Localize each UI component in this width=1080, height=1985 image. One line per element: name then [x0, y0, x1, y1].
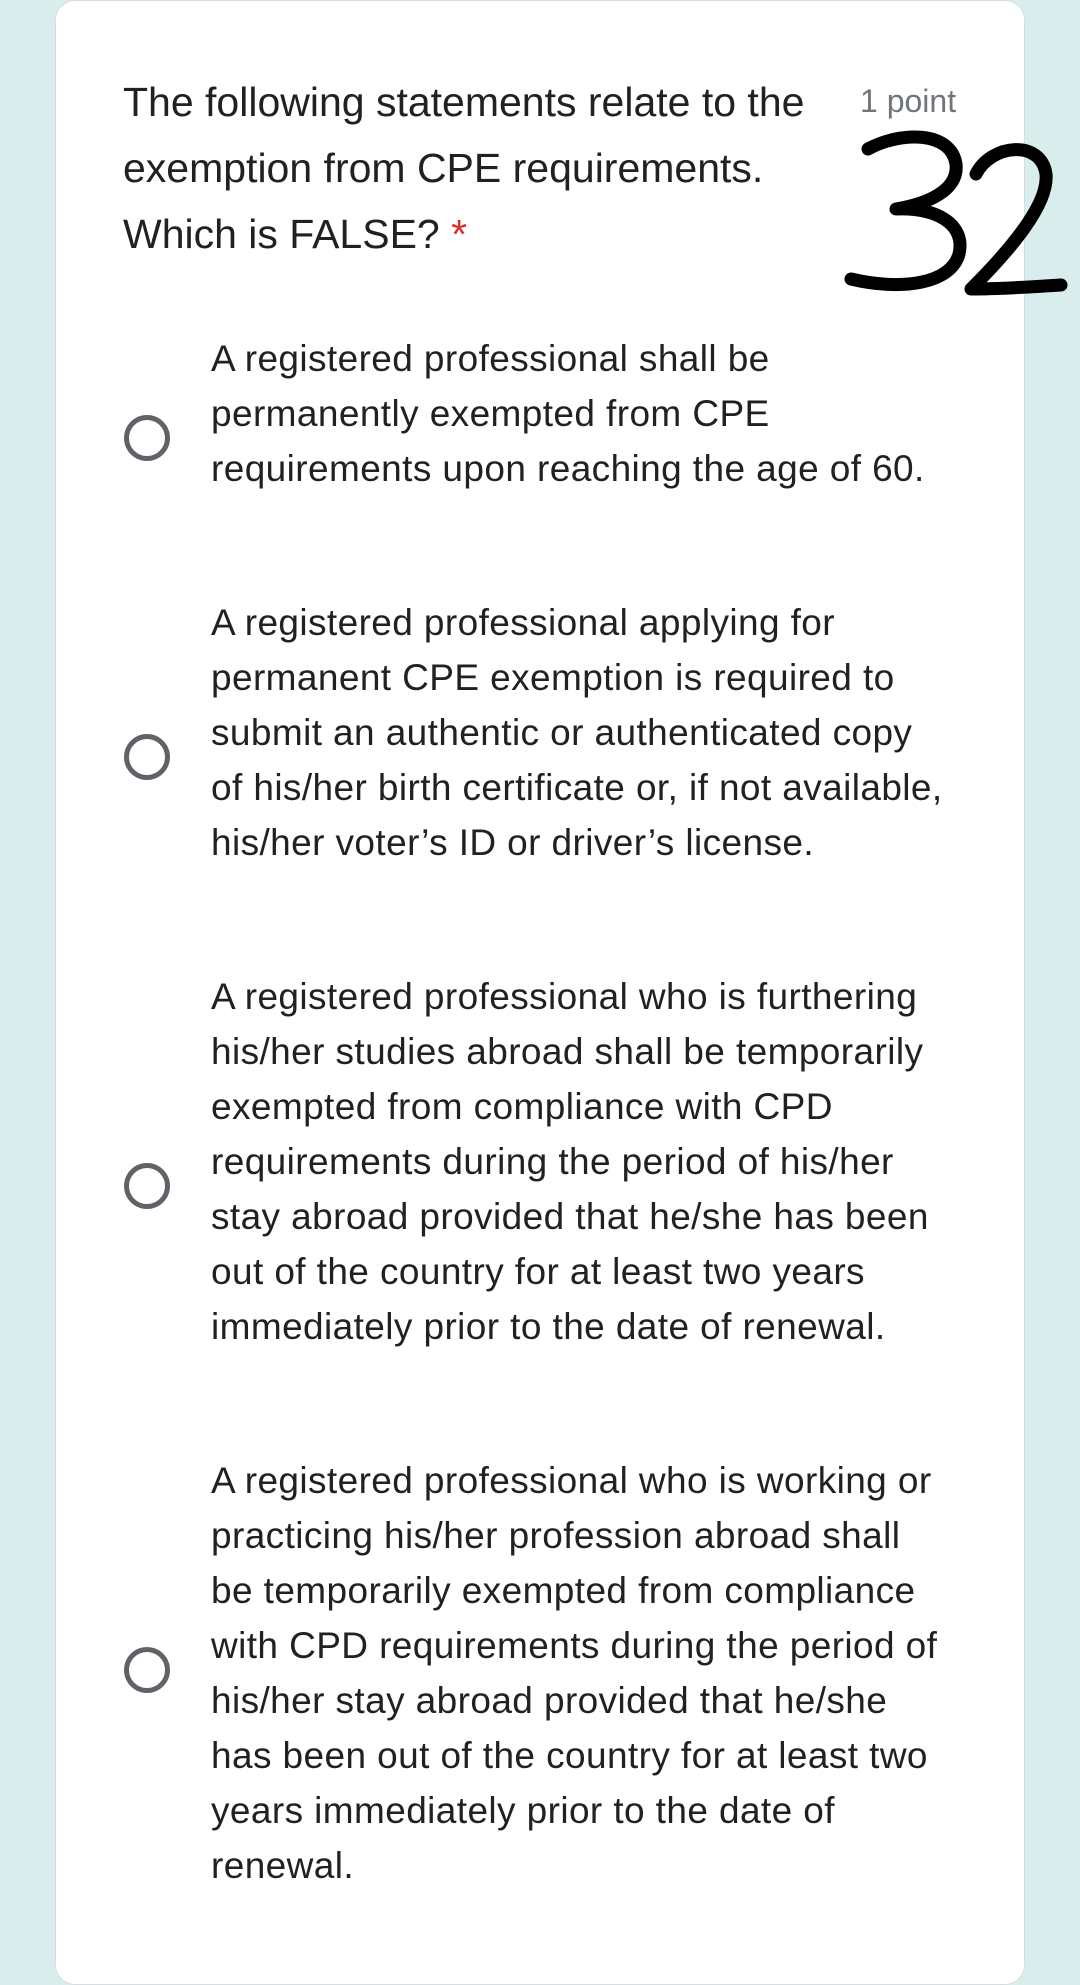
option-1[interactable] — [56, 331, 1024, 561]
radio-button-icon[interactable] — [124, 415, 170, 461]
option-label: A registered professional who is working or practicing his/her profession abroad shall be temporarily exempted from compliance with CPD requirements during the period of his/her stay abroad provided that he/she has been out of the country for at least two years immediately prior to the date of renewal. — [211, 1460, 938, 1886]
option-4[interactable] — [56, 1453, 1024, 1903]
option-2[interactable] — [56, 595, 1024, 935]
option-label: A registered professional applying for permanent CPE exemption is required to submit an authentic or authenticated copy of his/her birth certificate or, if not available, his/her voter’s ID or driver’s license. — [211, 602, 943, 863]
radio-button-icon[interactable] — [124, 734, 170, 780]
option-label: A registered professional who is furthering his/her studies abroad shall be temporarily exempted from compliance with CPD requirements during the period of his/her stay abroad provided that he/she has been out of the country for at least two years immediately prior to the date of renewal. — [211, 976, 929, 1347]
handwritten-annotation — [841, 119, 1071, 309]
option-label: A registered professional shall be permanently exempted from CPE requirements upon reaching the age of 60. — [211, 338, 925, 489]
points-label: 1 point — [860, 83, 957, 119]
question-text: The following statements relate to the exemption from CPE requirements. Which is FALSE? — [123, 79, 805, 257]
option-3[interactable] — [56, 969, 1024, 1419]
radio-button-icon[interactable] — [124, 1163, 170, 1209]
question-card — [55, 0, 1025, 1985]
required-marker: * — [451, 211, 468, 257]
question-title — [123, 69, 823, 267]
radio-button-icon[interactable] — [124, 1647, 170, 1693]
